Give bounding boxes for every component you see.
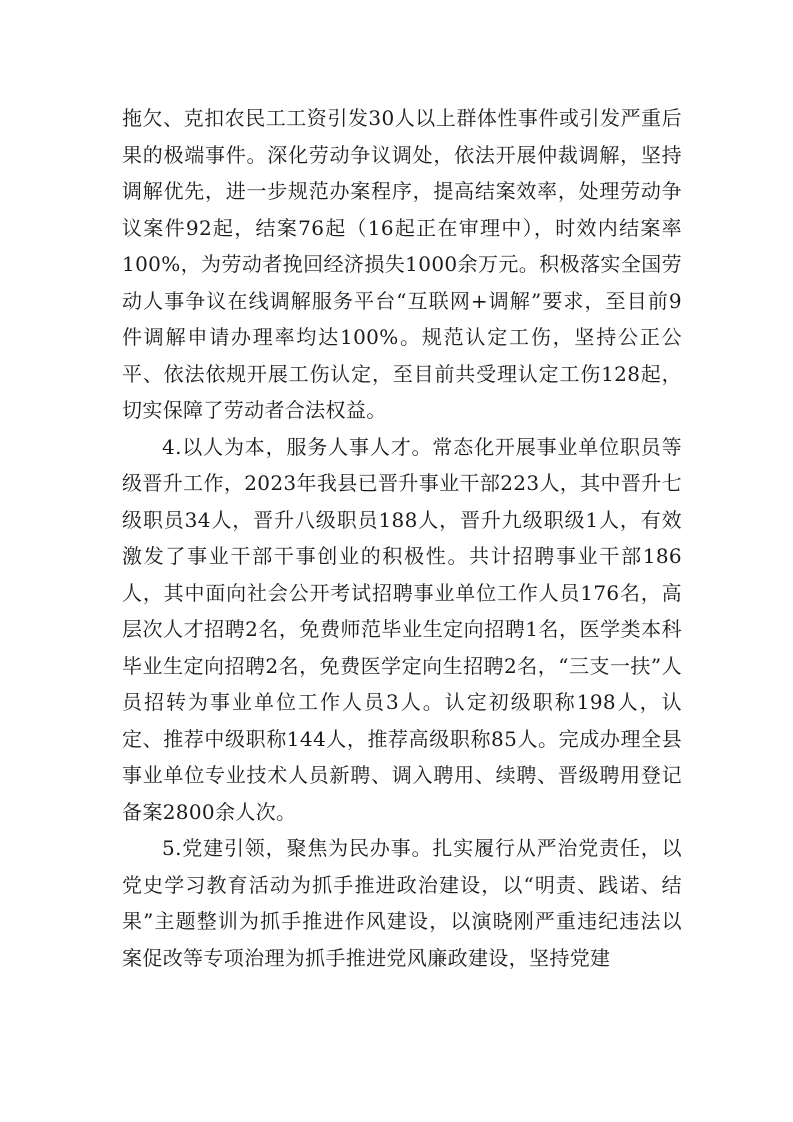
document-body	[122, 100, 682, 976]
paragraph-item-5: 5.党建引领，聚焦为民办事。扎实履行从严治党责任，以党史学习教育活动为抓手推进政治建设，以“明责、践诺、结果”主题整训为抓手推进作风建设，以演晓刚严重违纪违法以案促改等专项治理为抓手推进党风廉政建设，坚持党建	[122, 836, 682, 970]
paragraph-continued: 拖欠、克扣农民工工资引发30人以上群体性事件或引发严重后果的极端事件。深化劳动争议调处，依法开展仲裁调解，坚持调解优先，进一步规范办案程序，提高结案效率，处理劳动争议案件92起，结案76起（16起正在审理中），时效内结案率100%，为劳动者挽回经济损失1000余万元。积极落实全国劳动人事争议在线调解服务平台“互联网+调解”要求，至目前9件调解申请办理率均达100%。规范认定工伤，坚持公正公平、依法依规开展工伤认定，至目前共受理认定工伤128起，切实保障了劳动者合法权益。	[122, 106, 682, 422]
paragraph-item-4: 4.以人为本，服务人事人才。常态化开展事业单位职员等级晋升工作，2023年我县已晋升事业干部223人，其中晋升七级职员34人，晋升八级职员188人，晋升九级职级1人，有效激发了事业干部干事创业的积极性。共计招聘事业干部186人，其中面向社会公开考试招聘事业单位工作人员176名，高层次人才招聘2名，免费师范毕业生定向招聘1名，医学类本科毕业生定向招聘2名，免费医学定向生招聘2名，“三支一扶”人员招转为事业单位工作人员3人。认定初级职称198人，认定、推荐中级职称144人，推荐高级职称85人。完成办理全县事业单位专业技术人员新聘、调入聘用、续聘、晋级聘用登记备案2800余人次。	[122, 434, 682, 824]
